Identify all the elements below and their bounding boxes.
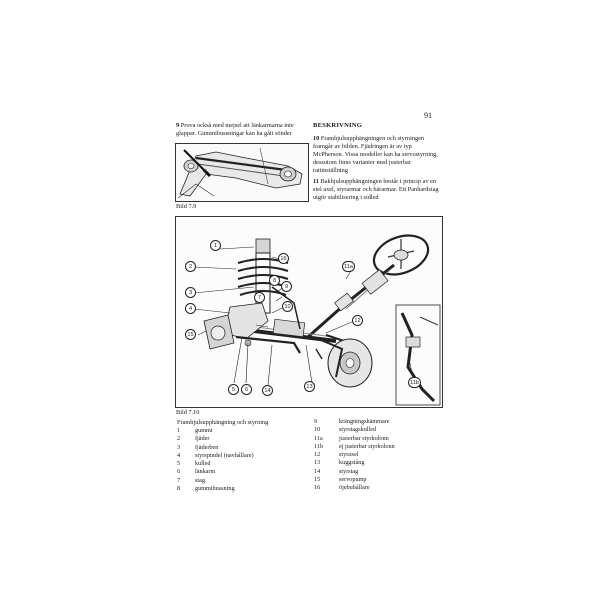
legend-item-label: servopump [339,476,367,484]
control-arm-illustration [176,144,308,201]
legend-item [314,459,444,467]
legend-item-label: stag [195,476,205,484]
paragraph-11-text: Bakhjulsupphängningen består i princip av en stel axel, styrarmar och bärarmar. Ett Panhardstag utgör stabilisering i sidled [313,177,439,201]
legend-item [314,418,444,426]
paragraph-11 [313,178,443,202]
legend-title: Framhjulsupphängning och styrning [177,419,269,426]
callout-2: 2 [185,261,196,272]
right-column [313,122,443,204]
legend-item-number: 10 [314,426,321,434]
legend-item [314,476,444,484]
callout-11a: 11a [342,261,355,272]
legend-item-label: styrstag [339,467,359,475]
page-number: 91 [424,111,432,120]
legend-item-label: styrspindel (navhållare) [195,451,254,459]
legend-item-label: styrstagskulled [339,426,377,434]
legend-item-number: 5 [177,460,181,468]
legend-item-number: 15 [314,476,321,484]
figure-suspension-steering [175,216,443,408]
legend-item-label: gummibussning [195,485,235,493]
callout-12: 12 [352,315,363,326]
legend-item [314,435,444,443]
legend-item [177,452,307,460]
figure-control-arm [175,143,309,202]
figure-small-caption: Bild 7.9 [176,203,197,210]
paragraph-10-number: 10 [313,135,320,143]
paragraph-10 [313,135,443,175]
legend-item [177,444,307,452]
callout-1: 1 [210,240,221,251]
legend-item-label: ej justerbar styrkolonn [339,442,395,450]
legend-item-number: 8 [177,485,181,493]
legend-item-number: 1 [177,427,181,434]
legend-item-label: öjebuhållare [339,484,370,492]
paragraph-9 [176,122,306,138]
legend-item-number: 6 [177,468,181,476]
legend-item-label: länkarm [195,468,216,476]
callout-10: 10 [282,301,293,312]
legend-item-label: kuggstång [339,459,365,467]
legend-item-number: 12 [314,451,321,459]
legend-item [314,451,444,459]
legend-item-number: 2 [177,435,181,443]
callout-7: 7 [254,292,265,303]
legend-item [177,427,307,435]
legend-item-label: krängningshämmare [339,418,390,425]
legend-right [314,418,444,493]
paragraph-9-text: Prova också med mejsel att länkarmarna inte glappar. Gummibussningar kan ha gått sönder [176,122,294,138]
legend-left [177,427,307,493]
legend-item-number: 7 [177,476,181,484]
legend-item-label: styraxel [339,451,359,459]
callout-16: 16 [278,253,289,264]
legend-item-number: 11b [314,442,324,450]
left-column [176,122,306,140]
callout-3: 3 [185,287,196,298]
callout-14: 14 [262,385,273,396]
legend-item-number: 16 [314,484,321,492]
legend-item [177,485,307,493]
legend-item-label: kulled [195,460,211,468]
legend-item [314,468,444,476]
callout-15: 15 [185,329,196,340]
legend-item-number: 4 [177,451,181,459]
legend-item-number: 14 [314,467,321,475]
legend-item-label: gummi [195,427,213,434]
legend-item [177,460,307,468]
callout-11b: 11b [408,377,421,388]
section-heading: BESKRIVNING [313,122,363,129]
callout-13: 13 [304,381,315,392]
figure-big-caption: Bild 7.10 [176,409,200,416]
legend-item-label: fjäderben [195,443,219,451]
paragraph-9-number: 9 [176,122,180,129]
legend-item [314,443,444,451]
callout-8: 8 [269,275,280,286]
paragraph-10-text: Framhjulsupphängningen och styrningen framgår av bilden. Fjädringen är av typ McPherson. Vissa modeller kan ha servostyrning, dessutom finns varianter med justerbar rattinställning [313,135,438,175]
paragraph-11-number: 11 [313,177,319,185]
callout-9: 9 [281,281,292,292]
legend-item-number: 3 [177,443,181,451]
legend-item-label: justerbar styrkolonn [339,434,389,442]
callout-6: 6 [241,384,252,395]
legend-item [314,426,444,434]
legend-item-label: fjäder [195,435,210,443]
legend-item [314,484,444,492]
legend-item [177,468,307,476]
legend-item [177,435,307,443]
legend-item-number: 11a [314,434,323,442]
legend-item-number: 13 [314,459,321,467]
callout-5: 5 [228,384,239,395]
legend-item [177,477,307,485]
callout-4: 4 [185,303,196,314]
legend-item-number: 9 [314,418,318,425]
